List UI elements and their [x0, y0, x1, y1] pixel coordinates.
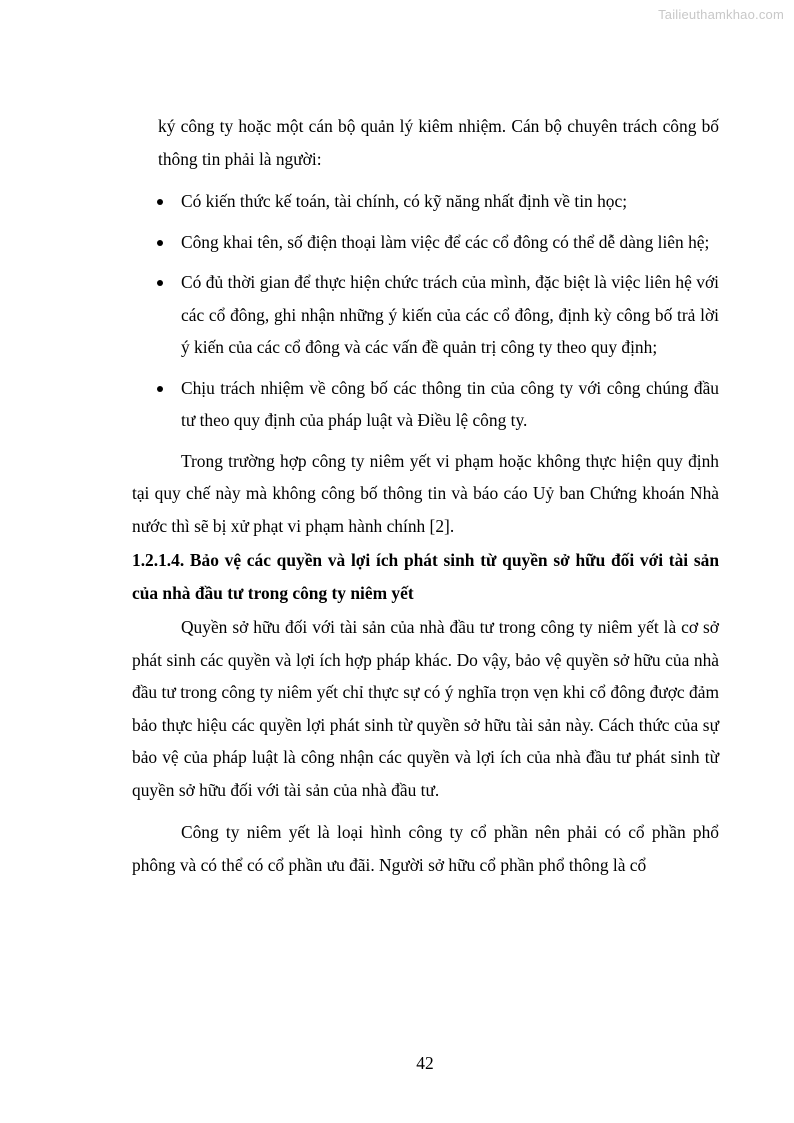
document-body: [132, 110, 719, 881]
list-item-text: Công khai tên, số điện thoại làm việc để các cổ đông có thể dễ dàng liên hệ;: [181, 231, 710, 252]
list-item: [132, 185, 719, 218]
violation-paragraph: Trong trường hợp công ty niêm yết vi phạm hoặc không thực hiện quy định tại quy chế này mà không công bố thông tin và báo cáo Uỷ ban Chứng khoán Nhà nước thì sẽ bị xử phạt vi phạm hành chính [2].: [132, 450, 719, 536]
shares-paragraph: Công ty niêm yết là loại hình công ty cổ phần nên phải có cổ phần phổ phông và có thể có cổ phần ưu đãi. Người sở hữu cổ phần phổ thông là cổ: [132, 822, 719, 875]
bullet-icon: [157, 280, 163, 286]
bullet-icon: [157, 386, 163, 392]
list-item: [132, 226, 719, 259]
requirements-list: [132, 185, 719, 437]
lead-paragraph: ký công ty hoặc một cán bộ quản lý kiêm nhiệm. Cán bộ chuyên trách công bố thông tin phải là người:: [158, 116, 719, 169]
bullet-icon: [157, 240, 163, 246]
bullet-icon: [157, 199, 163, 205]
list-item: [132, 266, 719, 364]
ownership-paragraph: Quyền sở hữu đối với tài sản của nhà đầu tư trong công ty niêm yết là cơ sở phát sinh các quyền và lợi ích hợp pháp khác. Do vậy, bảo vệ quyền sở hữu của nhà đầu tư trong công ty niêm yết chỉ thực sự có ý nghĩa trọn vẹn khi cổ đông được đảm bảo thực hiệu các quyền lợi phát sinh từ quyền sở hữu tài sản này. Cách thức của sự bảo vệ của pháp luật là công nhận các quyền và lợi ích của nhà đầu tư phát sinh từ quyền sở hữu đối với tài sản của nhà đầu tư.: [132, 617, 719, 800]
list-item: [132, 372, 719, 437]
page-number: 42: [416, 1053, 434, 1073]
watermark-text: Tailieuthamkhao.com: [658, 7, 784, 22]
list-item-text: Có kiến thức kế toán, tài chính, có kỹ năng nhất định về tin học;: [181, 191, 628, 211]
list-item-text: Có đủ thời gian để thực hiện chức trách của mình, đặc biệt là việc liên hệ với các cổ đông, ghi nhận những ý kiến của các cổ đông, định kỳ công bố trả lời ý kiến của các cổ đông và các vấn đề quản trị công ty theo quy định;: [181, 272, 719, 357]
section-heading: 1.2.1.4. Bảo vệ các quyền và lợi ích phát sinh từ quyền sở hữu đối với tài sản của nhà đầu tư trong công ty niêm yết: [132, 550, 719, 603]
list-item-text: Chịu trách nhiệm về công bố các thông tin của công ty với công chúng đầu tư theo quy định của pháp luật và Điều lệ công ty.: [181, 377, 719, 430]
